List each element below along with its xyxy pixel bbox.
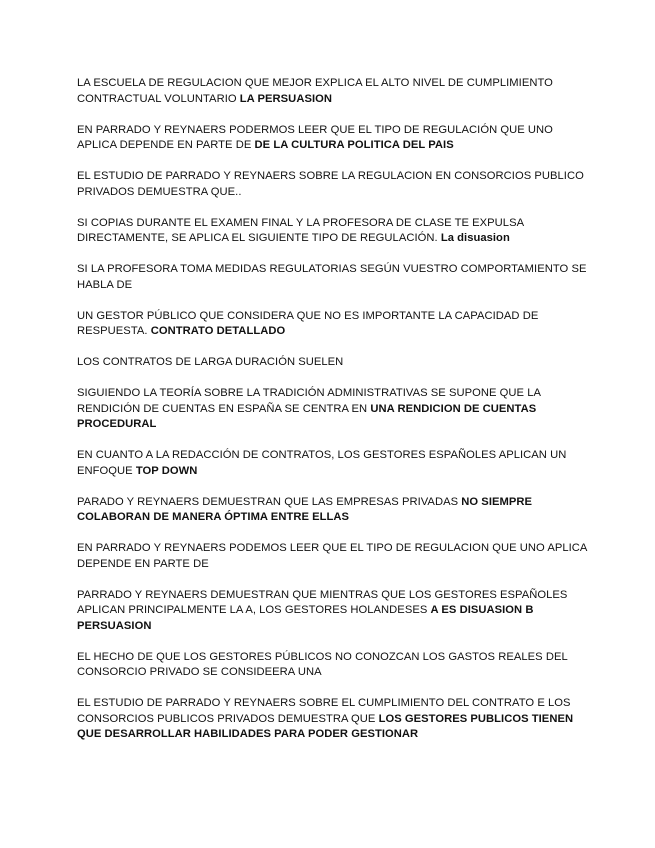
question-paragraph: [77, 541, 587, 572]
answer-text: La disuasion: [440, 232, 510, 244]
answer-text: UNA RENDICION DE CUENTAS PROCEDURAL: [77, 402, 537, 430]
question-text: LOS CONTRATOS DE LARGA DURACIÓN SUELEN: [77, 356, 344, 368]
question-text: SI LA PROFESORA TOMA MEDIDAS REGULATORIAS SEGÚN VUESTRO COMPORTAMIENTO SE HABLA DE: [77, 263, 587, 291]
answer-text: LA PERSUASION: [239, 92, 332, 105]
question-text: UN GESTOR PÚBLICO QUE CONSIDERA QUE NO ES IMPORTANTE LA CAPACIDAD DE RESPUESTA.: [77, 309, 539, 337]
question-paragraph: [77, 448, 587, 479]
question-paragraph: [77, 216, 587, 247]
question-paragraph: [77, 588, 587, 635]
document-body: [77, 76, 587, 758]
answer-text: CONTRATO DETALLADO: [150, 325, 286, 337]
question-paragraph: [77, 169, 587, 200]
answer-text: NO SIEMPRE COLABORAN DE MANERA ÓPTIMA ENTRE ELLAS: [77, 495, 533, 523]
question-paragraph: [77, 495, 587, 526]
question-text: SIGUIENDO LA TEORÍA SOBRE LA TRADICIÓN ADMINISTRATIVAS SE SUPONE QUE LA RENDICIÓN DE CUENTAS EN ESPAÑA SE CENTRA EN: [77, 387, 541, 415]
question-text: EN CUANTO A LA REDACCIÓN DE CONTRATOS, LOS GESTORES ESPAÑOLES APLICAN UN ENFOQUE: [77, 449, 567, 477]
question-text: SI COPIAS DURANTE EL EXAMEN FINAL Y LA PROFESORA DE CLASE TE EXPULSA DIRECTAMENTE, SE APLICA EL SIGUIENTE TIPO DE REGULACIÓN.: [77, 216, 524, 244]
question-text: EN PARRADO Y REYNAERS PODERMOS LEER QUE EL TIPO DE REGULACIÓN QUE UNO APLICA DEPENDE EN PARTE DE: [77, 123, 553, 151]
answer-text: A ES DISUASION B PERSUASION: [77, 604, 534, 632]
question-paragraph: [77, 262, 587, 293]
answer-text: LOS GESTORES PUBLICOS TIENEN QUE DESARROLLAR HABILIDADES PARA PODER GESTIONAR: [77, 712, 574, 740]
question-text: EL HECHO DE QUE LOS GESTORES PÚBLICOS NO CONOZCAN LOS GASTOS REALES DEL CONSORCIO PRIVADO SE CONSIDEERA UNA: [77, 650, 568, 678]
question-paragraph: [77, 123, 587, 154]
answer-text: DE LA CULTURA POLITICA DEL PAIS: [254, 139, 454, 151]
answer-text: TOP DOWN: [135, 464, 198, 477]
question-paragraph: [77, 386, 587, 433]
question-paragraph: [77, 76, 587, 107]
question-text: LA ESCUELA DE REGULACION QUE MEJOR EXPLICA EL ALTO NIVEL DE CUMPLIMIENTO CONTRACTUAL VOLUNTARIO: [77, 77, 553, 105]
question-text: EL ESTUDIO DE PARRADO Y REYNAERS SOBRE EL CUMPLIMIENTO DEL CONTRATO E LOS CONSORCIOS PUBLICOS PRIVADOS DEMUESTRA QUE: [77, 697, 571, 725]
question-paragraph: [77, 309, 587, 340]
question-text: EN PARRADO Y REYNAERS PODEMOS LEER QUE EL TIPO DE REGULACION QUE UNO APLICA DEPENDE EN PARTE DE: [77, 542, 587, 570]
question-paragraph: [77, 355, 587, 371]
question-text: PARRADO Y REYNAERS DEMUESTRAN QUE MIENTRAS QUE LOS GESTORES ESPAÑOLES APLICAN PRINCIPALMENTE LA A, LOS GESTORES HOLANDESES: [77, 588, 568, 616]
question-text: EL ESTUDIO DE PARRADO Y REYNAERS SOBRE LA REGULACION EN CONSORCIOS PUBLICO PRIVADOS DEMUESTRA QUE..: [77, 170, 584, 198]
question-text: PARADO Y REYNAERS DEMUESTRAN QUE LAS EMPRESAS PRIVADAS: [77, 495, 462, 508]
question-paragraph: [77, 696, 587, 743]
question-paragraph: [77, 650, 587, 681]
